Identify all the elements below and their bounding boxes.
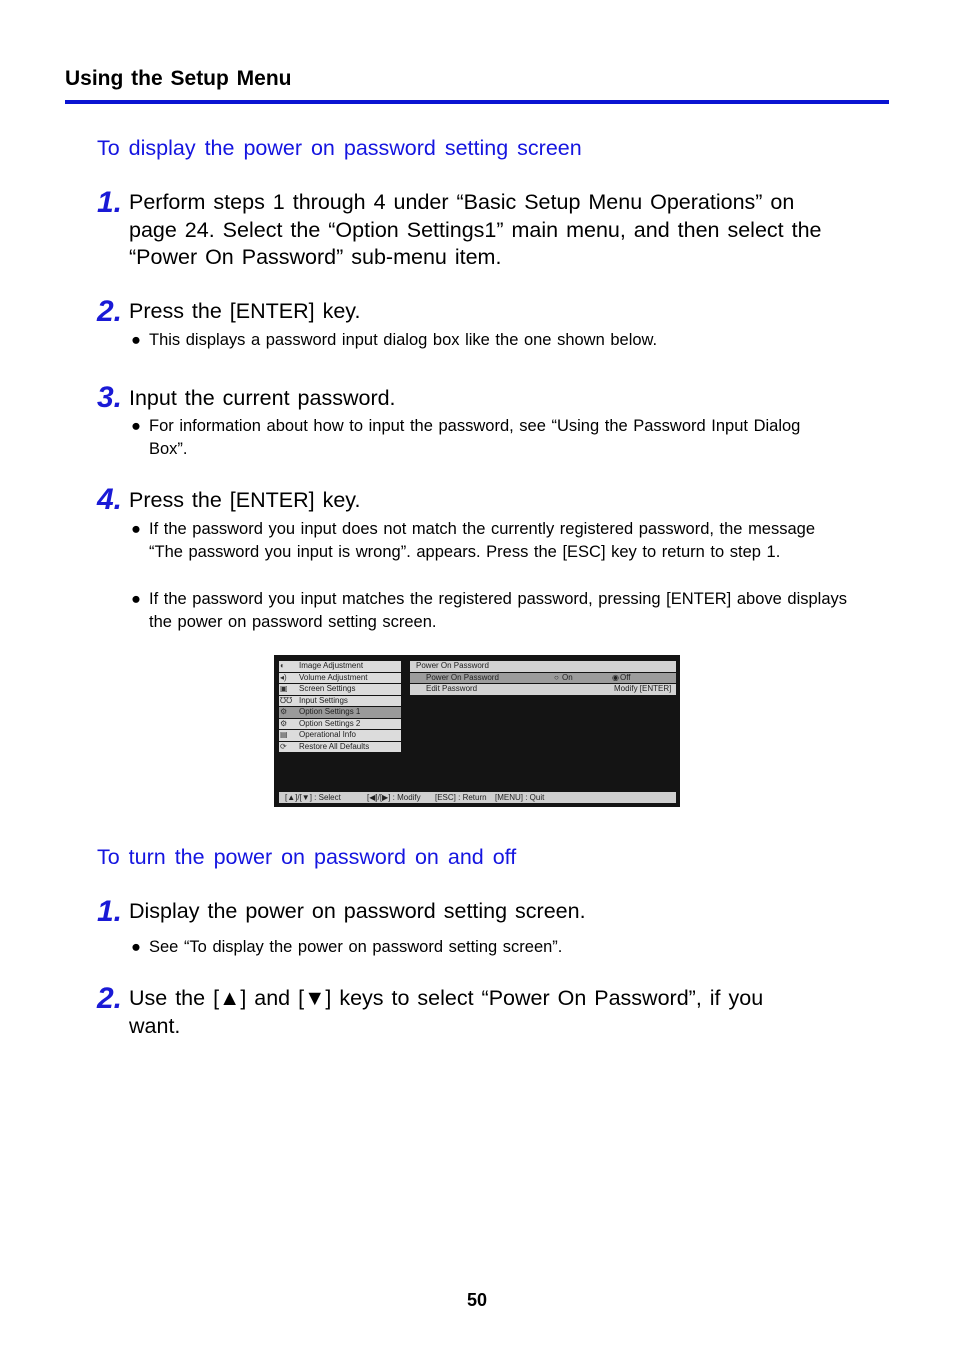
bullet-item xyxy=(131,936,861,959)
info-icon: ▤ xyxy=(280,730,288,739)
step-number: 1. xyxy=(97,895,123,928)
menu-item-option-settings-1: ⚙ Option Settings 1 xyxy=(279,707,401,719)
menu-item-option-settings-2: ⚙ Option Settings 2 xyxy=(279,719,401,731)
step-number: 4. xyxy=(97,483,123,516)
header-divider xyxy=(65,100,889,104)
step-text: Perform steps 1 through 4 under “Basic Setup Menu Operations” on page 24. Select the “Option Settings1” main menu, and then select the “Power On Password” sub-menu item. xyxy=(129,190,822,269)
menu-item-restore-all-defaults: ⟳ Restore All Defaults xyxy=(279,742,401,754)
bullet-dot-icon: ● xyxy=(131,417,141,435)
bullet-item xyxy=(131,329,861,352)
menu-footer-help: [▲]/[▼] : Select [◀]/[▶] : Modify [ESC] : Return [MENU] : Quit xyxy=(279,792,676,803)
bullet-text: If the password you input matches the registered password, pressing [ENTER] above displays the power on password setting screen. xyxy=(149,590,848,631)
step-number: 2. xyxy=(97,982,123,1015)
menu-item-volume-adjustment: ◂) Volume Adjustment xyxy=(279,673,401,685)
bullet-item xyxy=(131,518,825,564)
input-icon: ℧℧ xyxy=(280,695,293,705)
submenu-title: Power On Password xyxy=(410,661,676,673)
step-text: Display the power on password setting screen. xyxy=(129,899,586,923)
step-text: Use the [▲] and [▼] keys to select “Power On Password”, if you want. xyxy=(129,986,764,1038)
radio-off-icon: ○ xyxy=(554,672,559,682)
bullet-text: This displays a password input dialog box like the one shown below. xyxy=(149,331,658,349)
radio-on-icon: ◉ xyxy=(612,672,619,682)
bullet-dot-icon: ● xyxy=(131,520,141,538)
step-number: 2. xyxy=(97,295,123,328)
bullet-text: For information about how to input the password, see “Using the Password Input Dialog Box”. xyxy=(149,417,801,458)
option-icon: ⚙ xyxy=(280,707,288,716)
step-number: 1. xyxy=(97,186,123,219)
submenu-row-edit-password: Edit Password Modify [ENTER] xyxy=(410,684,676,696)
image-icon: ◐ xyxy=(280,661,285,670)
step-text: Press the [ENTER] key. xyxy=(129,488,361,512)
menu-item-image-adjustment: ◐ Image Adjustment xyxy=(279,661,401,673)
restore-icon: ⟳ xyxy=(280,741,287,751)
speaker-icon: ◂) xyxy=(280,672,287,682)
section-title-turn-password-on-off: To turn the power on password on and off xyxy=(97,845,517,869)
screen-icon: ▣ xyxy=(280,684,288,693)
section-title-display-password-screen: To display the power on password setting screen xyxy=(97,136,582,160)
step-text: Input the current password. xyxy=(129,386,396,410)
page-header-title: Using the Setup Menu xyxy=(65,67,292,90)
bullet-item xyxy=(131,588,866,634)
menu-item-operational-info: ▤ Operational Info xyxy=(279,730,401,742)
menu-item-input-settings: ℧℧ Input Settings xyxy=(279,696,401,708)
bullet-text: If the password you input does not match the currently registered password, the message “The password you input is wrong”. appears. Press the [ESC] key to return to step 1. xyxy=(149,520,816,561)
bullet-dot-icon: ● xyxy=(131,331,141,349)
bullet-dot-icon: ● xyxy=(131,938,141,956)
step-text: Press the [ENTER] key. xyxy=(129,299,361,323)
bullet-text: See “To display the power on password setting screen”. xyxy=(149,938,563,956)
setup-menu-screenshot xyxy=(274,655,680,807)
bullet-item xyxy=(131,415,831,461)
bullet-dot-icon: ● xyxy=(131,590,141,608)
option2-icon: ⚙ xyxy=(280,718,288,728)
step-number: 3. xyxy=(97,381,123,414)
submenu-row-power-on-password: Power On Password ○ On ◉ Off xyxy=(410,673,676,685)
page-number: 50 xyxy=(466,1290,488,1310)
menu-item-screen-settings: ▣ Screen Settings xyxy=(279,684,401,696)
